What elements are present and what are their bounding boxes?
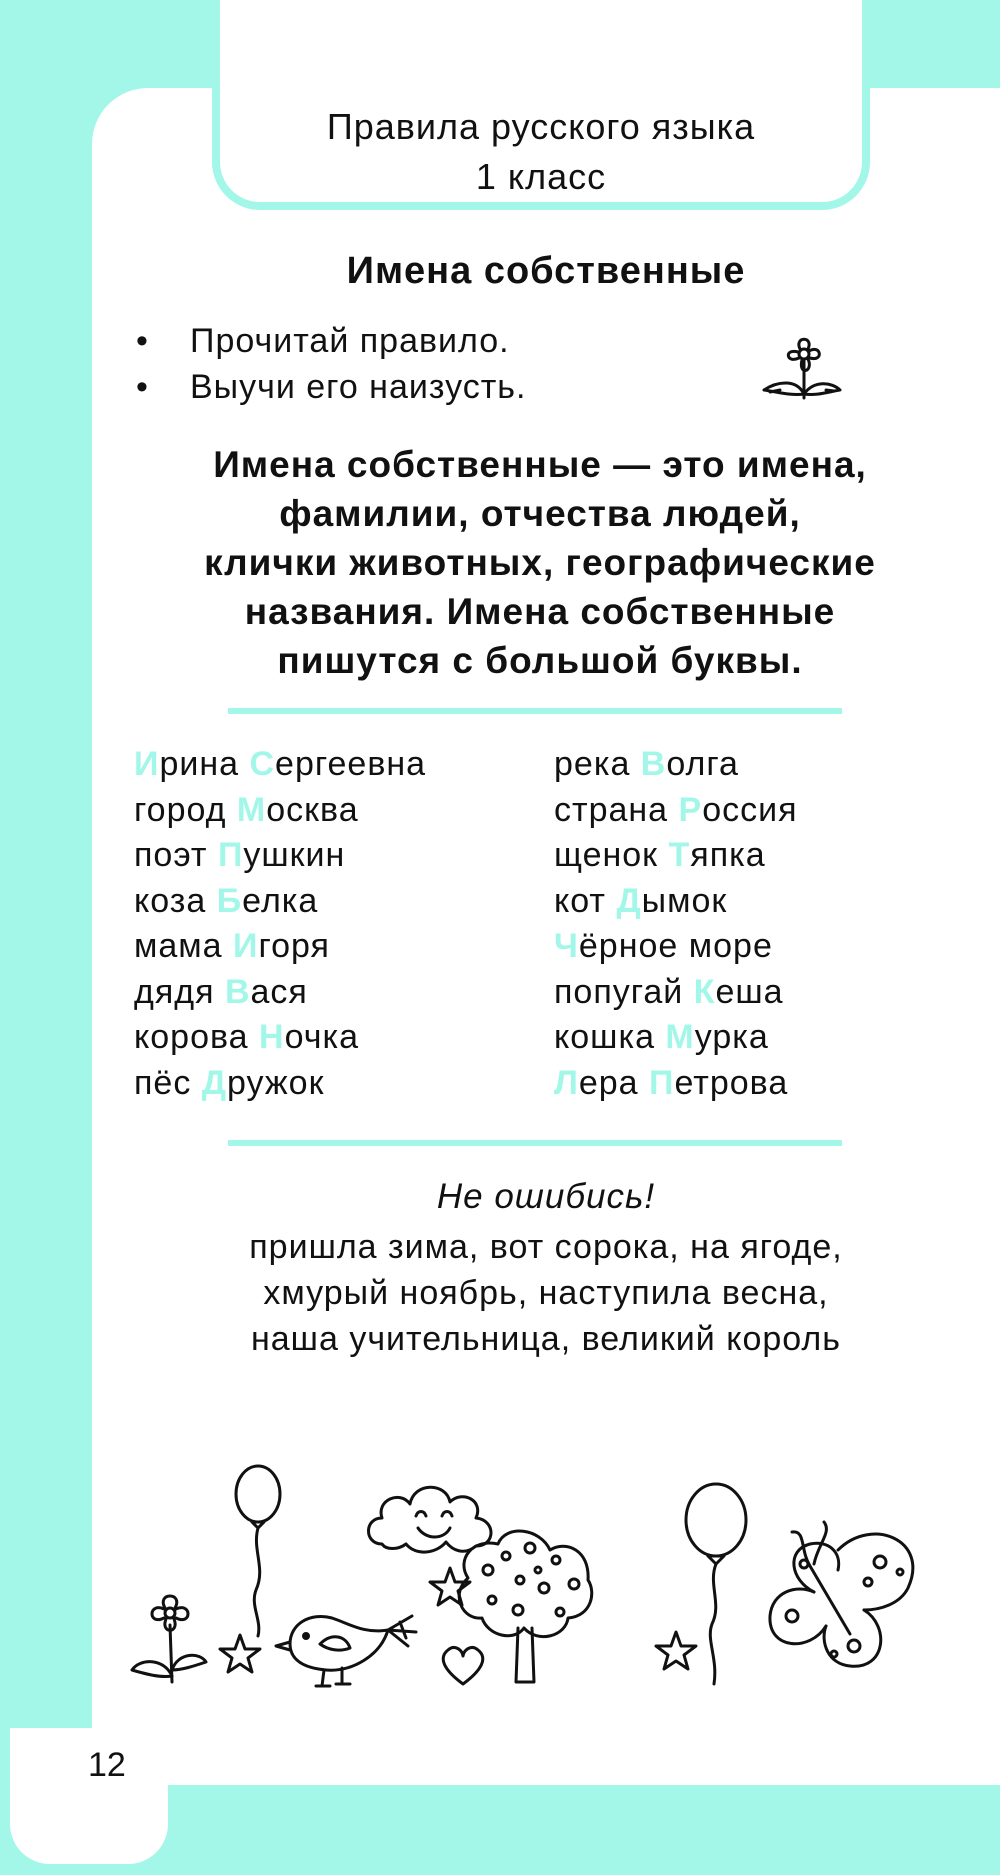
- example-row: [134, 788, 426, 834]
- capital-letter: И: [233, 927, 259, 965]
- task-list: [132, 318, 526, 410]
- word-fragment: страна: [554, 790, 679, 829]
- example-row: [554, 924, 798, 970]
- example-row: [554, 1061, 798, 1107]
- word-fragment: олга: [666, 745, 739, 783]
- task-item: • Выучи его наизусть.: [136, 368, 527, 406]
- capital-letter: М: [665, 1018, 695, 1056]
- capital-letter: Ч: [554, 927, 579, 965]
- word-fragment: город: [134, 790, 237, 829]
- word-fragment: ергеевна: [275, 745, 427, 783]
- word-fragment: рина: [159, 745, 250, 783]
- example-row: [554, 742, 798, 788]
- capital-letter: Д: [201, 1063, 228, 1102]
- capital-letter: Б: [216, 881, 243, 920]
- divider-top: [228, 708, 842, 714]
- capital-letter: П: [217, 836, 244, 874]
- example-row: [134, 1061, 426, 1107]
- note-title: Не ошибись!: [436, 1177, 656, 1216]
- capital-letter: В: [224, 972, 251, 1011]
- word-fragment: река: [554, 745, 641, 783]
- cloud-icon: [369, 1487, 492, 1552]
- word-fragment: горя: [258, 927, 330, 965]
- example-row: [554, 879, 798, 925]
- capital-letter: К: [693, 972, 716, 1011]
- balloon-icon: [686, 1484, 746, 1684]
- section-title: Имена собственные: [346, 250, 746, 292]
- rule-line: клички животных, географические: [204, 542, 876, 583]
- tree-icon: [459, 1531, 592, 1682]
- book-title: [212, 102, 870, 202]
- book-title-line2: 1 класс: [475, 156, 607, 197]
- task-label: Выучи его наизусть.: [190, 368, 527, 406]
- word-fragment: ружок: [227, 1063, 325, 1102]
- rule-line: Имена собственные — это имена,: [213, 444, 867, 485]
- star-icon: [656, 1632, 696, 1669]
- divider-bottom: [228, 1140, 842, 1146]
- word-fragment: корова: [134, 1018, 260, 1056]
- flower-icon: [132, 1596, 206, 1682]
- example-row: [134, 924, 426, 970]
- capital-letter: Р: [678, 790, 703, 829]
- capital-letter: Т: [668, 836, 691, 874]
- word-fragment: елка: [242, 881, 319, 920]
- rule-text: [140, 440, 940, 685]
- word-fragment: урка: [694, 1018, 769, 1056]
- word-fragment: еша: [715, 972, 784, 1011]
- capital-letter: С: [249, 745, 276, 783]
- capital-letter: В: [640, 745, 667, 783]
- word-fragment: мама: [134, 927, 234, 965]
- examples-left: [134, 742, 426, 1106]
- word-fragment: пёс: [134, 1063, 202, 1102]
- doodle-illustration: [120, 1420, 950, 1700]
- capital-letter: Д: [616, 881, 642, 920]
- task-label: Прочитай правило.: [190, 322, 510, 360]
- page-number: 12: [88, 1746, 126, 1784]
- word-fragment: ёрное море: [578, 927, 773, 965]
- example-row: [554, 833, 798, 879]
- rule-line: названия. Имена собственные: [244, 591, 836, 632]
- example-row: [134, 833, 426, 879]
- word-fragment: ася: [250, 972, 308, 1011]
- example-row: [554, 970, 798, 1016]
- example-row: [554, 1015, 798, 1061]
- word-fragment: ушкин: [243, 836, 346, 874]
- task-item: • Прочитай правило.: [136, 322, 510, 360]
- examples-right: [554, 742, 798, 1106]
- example-row: [134, 742, 426, 788]
- capital-letter: М: [236, 790, 267, 829]
- word-fragment: попугай: [554, 972, 694, 1011]
- rule-line: пишутся с большой буквы.: [277, 640, 803, 681]
- example-row: [134, 970, 426, 1016]
- balloon-icon: [236, 1466, 280, 1636]
- star-icon: [220, 1635, 260, 1672]
- word-fragment: осква: [266, 790, 359, 829]
- word-fragment: ера: [578, 1063, 650, 1102]
- word-fragment: ымок: [641, 881, 728, 920]
- word-fragment: оссия: [702, 790, 798, 829]
- word-fragment: щенок: [554, 836, 669, 874]
- example-row: [554, 788, 798, 834]
- note-line: пришла зима, вот сорока, на ягоде,: [249, 1228, 843, 1266]
- bird-icon: [276, 1616, 416, 1686]
- book-title-line1: Правила русского языка: [326, 106, 756, 147]
- note-line: хмурый ноябрь, наступила весна,: [263, 1274, 829, 1312]
- heart-icon: [443, 1648, 483, 1684]
- capital-letter: Н: [259, 1018, 285, 1056]
- word-fragment: дядя: [134, 972, 225, 1011]
- note-line: наша учительница, великий король: [251, 1320, 841, 1358]
- capital-letter: П: [649, 1063, 675, 1102]
- flower-icon: [756, 334, 844, 404]
- word-fragment: поэт: [134, 836, 218, 874]
- capital-letter: Л: [554, 1063, 579, 1102]
- word-fragment: кошка: [554, 1018, 666, 1056]
- example-row: [134, 1015, 426, 1061]
- rule-line: фамилии, отчества людей,: [279, 493, 801, 534]
- word-fragment: етрова: [674, 1063, 789, 1102]
- capital-letter: И: [134, 745, 160, 783]
- note-text: [140, 1224, 952, 1362]
- butterfly-icon: [770, 1522, 913, 1666]
- word-fragment: кот: [554, 881, 617, 920]
- word-fragment: очка: [284, 1018, 360, 1056]
- word-fragment: коза: [134, 881, 217, 920]
- word-fragment: япка: [690, 836, 766, 874]
- example-row: [134, 879, 426, 925]
